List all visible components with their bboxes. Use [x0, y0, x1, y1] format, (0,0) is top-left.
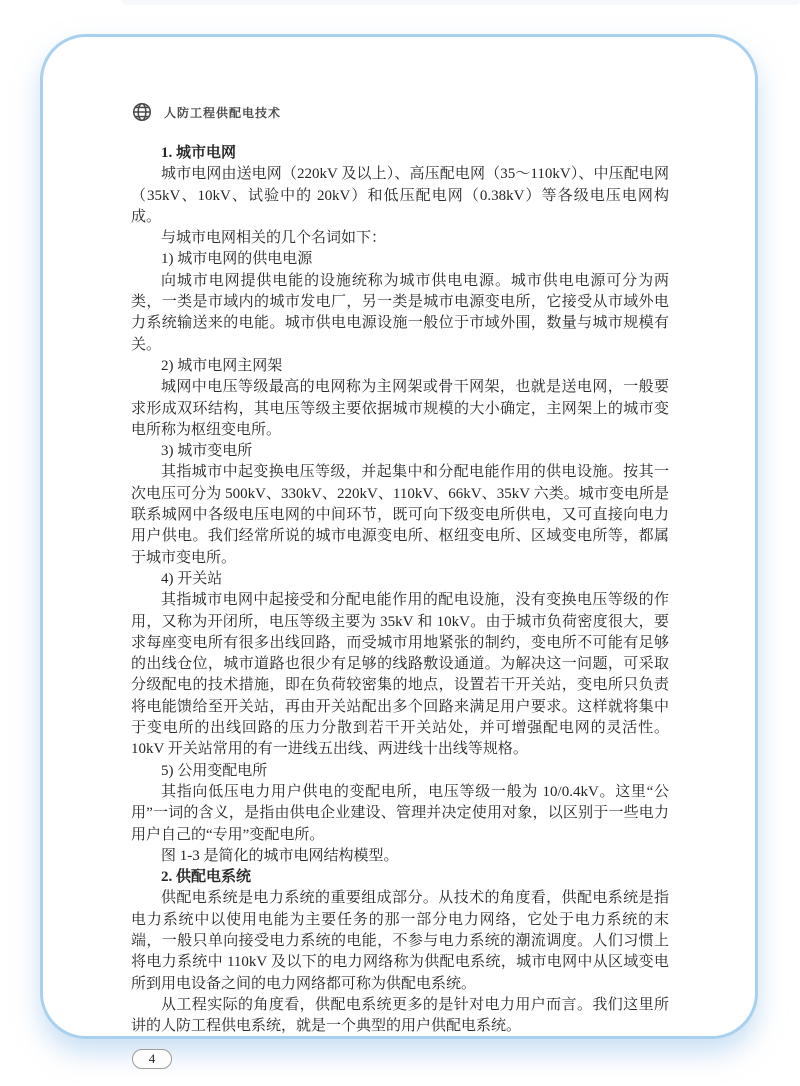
section-heading: 1. 城市电网 — [161, 145, 237, 161]
paragraph: 从工程实际的角度看，供配电系统更多的是针对电力用户而言。我们这里所讲的人防工程供电系统，就是一个典型的用户供配电系统。 — [131, 996, 669, 1035]
paragraph: 向城市电网提供电能的设施统称为城市供电电源。城市供电电源可分为两类，一类是市域内的城市发电厂，另一类是城市电源变电所，它接受从市域外电力系统输送来的电能。城市供电电源设施一般位于市域外围，数量与城市规模有关。 — [131, 272, 669, 353]
paragraph: 供配电系统是电力系统的重要组成部分。从技术的角度看，供配电系统是指电力系统中以使用电能为主要任务的那一部分电力网络，它处于电力系统的末端，一般只单向接受电力系统的电能，不参与电力系统的潮流调度。人们习惯上将电力系统中 110kV 及以下的电力网络称为供配电系统，城市电网中从区域变电所到用电设备之间的电力网络都可称为供配电系统。 — [131, 890, 669, 992]
subheading: 5) 公用变配电所 — [161, 762, 268, 779]
paragraph: 图 1-3 是简化的城市电网结构模型。 — [161, 847, 399, 864]
paragraph: 其指城市电网中起接受和分配电能作用的配电设施，没有变换电压等级的作用，又称为开闭所，电压等级主要为 35kV 和 10kV。由于城市负荷密度很大，要求每座变电所有很多出线回路，而受城市用地紧张的制约，变电所不可能有足够的出线仓位，城市道路也很少有足够的线路敷设通道。为解决这一问题，可采取分级配电的技术措施，即在负荷较密集的地点，设置若干开关站，变电所只负责将电能馈给至开关站，再由开关站配出多个回路来满足用户要求。这样就将集中于变电所的出线回路的压力分散到若干开关站处，并可增强配电网的灵活性。10kV 开关站常用的有一进线五出线、两进线十出线等规格。 — [131, 592, 669, 758]
section-heading: 2. 供配电系统 — [161, 869, 252, 886]
book-page — [40, 34, 758, 1067]
previous-page-edge — [122, 0, 800, 5]
page-body — [131, 143, 669, 1037]
globe-icon — [131, 101, 153, 123]
page-number: 4 — [132, 1049, 172, 1069]
paragraph: 其指向低压电力用户供电的变配电所，电压等级一般为 10/0.4kV。这里“公用”一词的含义，是指由供电企业建设、管理并决定使用对象，以区别于一些电力用户自己的“专用”变配电所。 — [131, 783, 669, 843]
paragraph: 与城市电网相关的几个名词如下： — [161, 230, 387, 247]
subheading: 3) 城市变电所 — [161, 443, 253, 460]
paragraph: 其指城市中起变换电压等级，并起集中和分配电能作用的供电设施。按其一次电压可分为 500kV、330kV、220kV、110kV、66kV、35kV 六类。城市变电所是联系城网中各级电压电网的中间环节，既可向下级变电所供电，又可直接向电力用户供电。我们经常所说的城市电源变电所、枢纽变电所、区域变电所等，都属于城市变电所。 — [131, 464, 669, 566]
running-header — [131, 101, 669, 123]
book-title: 人防工程供配电技术 — [164, 105, 282, 120]
paragraph: 城网中电压等级最高的电网称为主网架或骨干网架，也就是送电网，一般要求形成双环结构，其电压等级主要依据城市规模的大小确定，主网架上的城市变电所称为枢纽变电所。 — [131, 379, 669, 438]
subheading: 2) 城市电网主网架 — [161, 357, 283, 374]
subheading: 4) 开关站 — [161, 570, 223, 587]
subheading: 1) 城市电网的供电电源 — [161, 251, 313, 268]
paragraph: 城市电网由送电网（220kV 及以上）、高压配电网（35～110kV）、中压配电网（35kV、10kV、试验中的 20kV）和低压配电网（0.38kV）等各级电压电网构成。 — [131, 166, 669, 225]
